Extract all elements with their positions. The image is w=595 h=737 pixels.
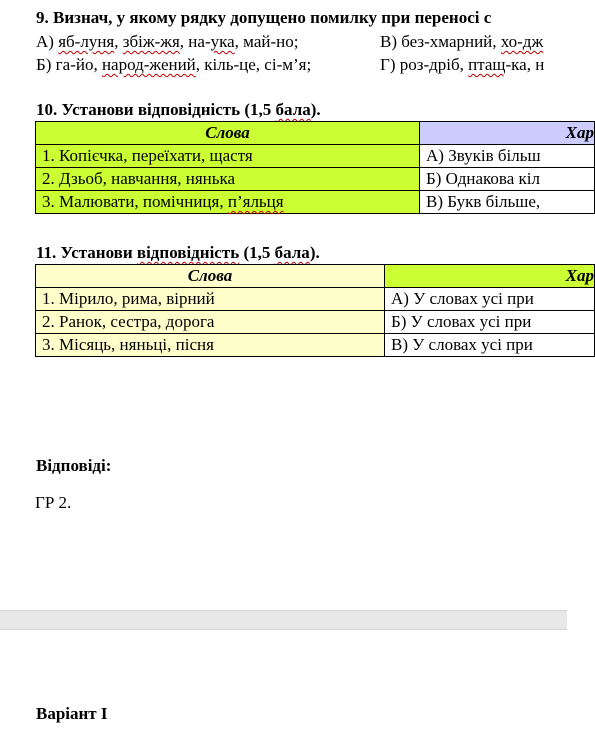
table-header-row	[36, 122, 595, 145]
question-9-option-v: В) без-хмарний, хо-дж	[380, 32, 544, 51]
words-cell: 3. Місяць, няньці, пісня	[36, 334, 385, 357]
table-row	[36, 288, 595, 311]
table-row	[36, 311, 595, 334]
table-header-row	[36, 265, 595, 288]
answers-heading: Відповіді:	[36, 456, 112, 475]
table-row	[36, 191, 595, 214]
question-10-table	[35, 121, 595, 214]
characteristic-cell: В) У словах усі при	[385, 334, 595, 357]
words-cell: 2. Дзьоб, навчання, нянька	[36, 168, 420, 191]
header-characteristic: Хар	[385, 265, 595, 288]
words-cell: 1. Копієчка, переїхати, щастя	[36, 145, 420, 168]
question-10-title: 10. Установи відповідність (1,5 бала).	[36, 100, 321, 119]
characteristic-cell: Б) У словах усі при	[385, 311, 595, 334]
characteristic-cell: А) Звуків більш	[420, 145, 595, 168]
document-page-2	[0, 630, 567, 737]
header-characteristic: Хар	[420, 122, 595, 145]
question-9-option-b: Б) га-йо, народ-жений, кіль-це, сі-м’я;	[36, 55, 312, 74]
table-row	[36, 334, 595, 357]
answers-text: ГР 2.	[35, 493, 72, 512]
words-cell: 3. Малювати, помічниця, п’яльця	[36, 191, 420, 214]
table-row	[36, 145, 595, 168]
question-11-title: 11. Установи відповідність (1,5 бала).	[36, 243, 320, 262]
question-9-option-a: А) яб-луня, збіж-жя, на-ука, май-но;	[36, 32, 299, 51]
question-9-option-g: Г) роз-дріб, птащ-ка, н	[380, 55, 545, 74]
header-words: Слова	[36, 265, 385, 288]
question-9-title: 9. Визнач, у якому рядку допущено помилку при переносі с	[36, 8, 492, 27]
characteristic-cell: А) У словах усі при	[385, 288, 595, 311]
characteristic-cell: В) Букв більше,	[420, 191, 595, 214]
table-row	[36, 168, 595, 191]
variant-heading: Варіант І	[36, 704, 108, 723]
page-break	[0, 610, 567, 630]
words-cell: 1. Мірило, рима, вірний	[36, 288, 385, 311]
words-cell: 2. Ранок, сестра, дорога	[36, 311, 385, 334]
header-words: Слова	[36, 122, 420, 145]
question-11-table	[35, 264, 595, 357]
characteristic-cell: Б) Однакова кіл	[420, 168, 595, 191]
